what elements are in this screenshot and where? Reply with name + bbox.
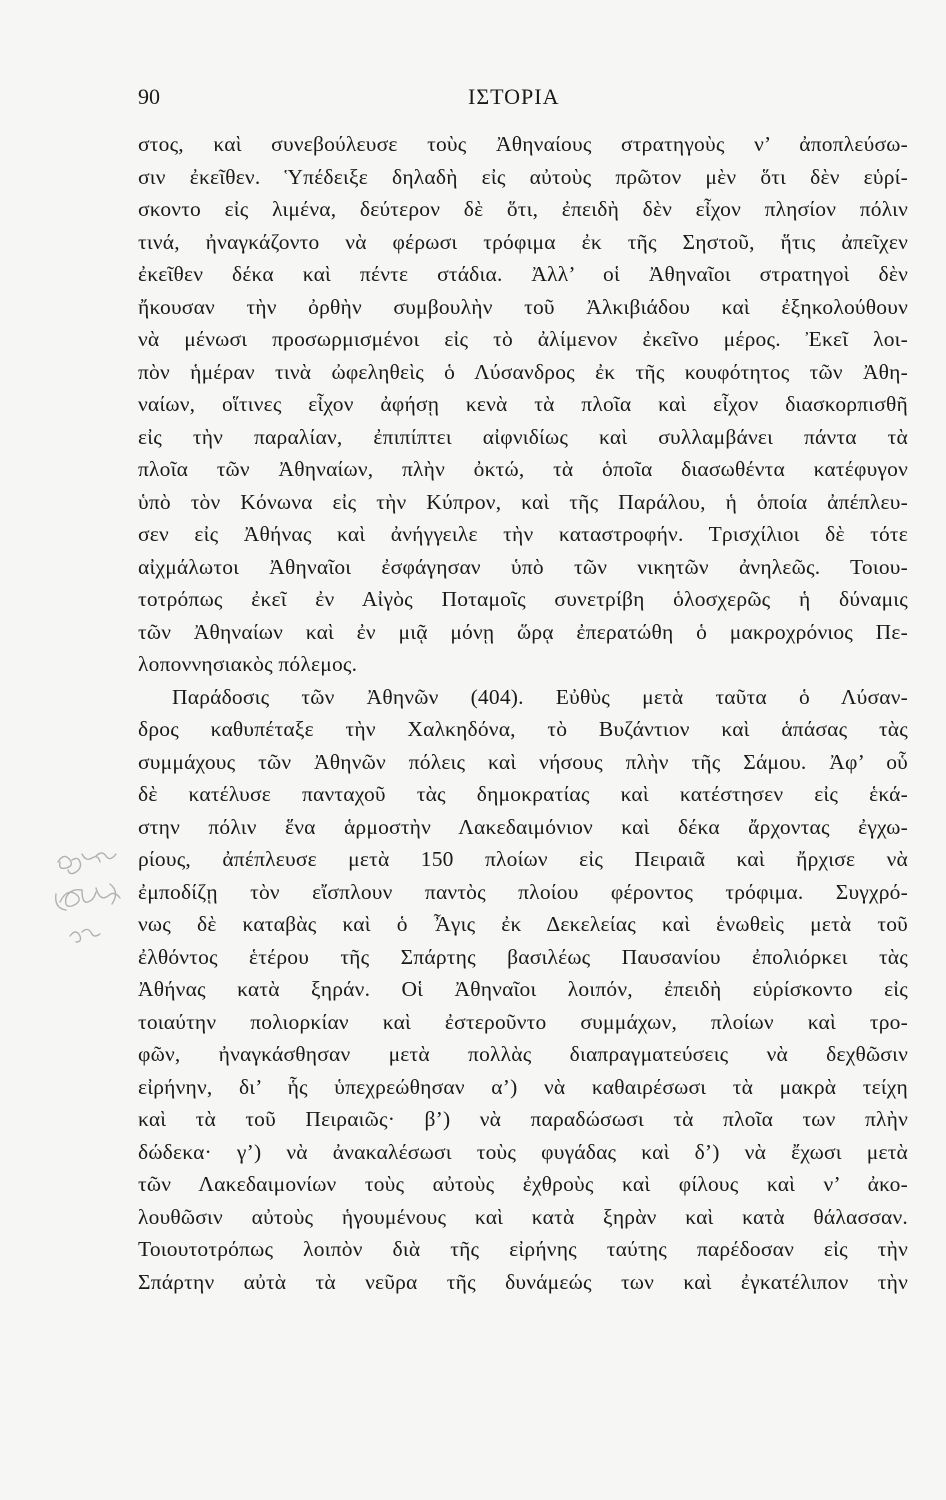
handwritten-annotation-icon bbox=[52, 838, 122, 958]
text-line: ἐμποδίζῃ τὸν εἴσπλουν παντὸς πλοίου φέροντος τρόφιμα. Συγχρό- bbox=[138, 879, 908, 904]
text-line: σεν εἰς Ἀθήνας καὶ ἀνήγγειλε τὴν καταστροφήν. Τρισχίλιοι δὲ τότε bbox=[138, 522, 908, 546]
text-line: δρος καθυπέταξε τὴν Χαλκηδόνα, τὸ Βυζάντιον καὶ ἁπάσας τὰς bbox=[138, 717, 908, 741]
text-line: καὶ τὰ τοῦ Πειραιῶς· β’) νὰ παραδώσωσι τὰ πλοῖα των πλὴν bbox=[138, 1107, 908, 1131]
text-line: Σπάρτην αὐτὰ τὰ νεῦρα τῆς δυνάμεώς των καὶ ἐγκατέλιπον τὴν bbox=[138, 1269, 908, 1294]
text-line: Τοιουτοτρόπως λοιπὸν διὰ τῆς εἰρήνης ταύτης παρέδοσαν εἰς τὴν bbox=[138, 1237, 908, 1261]
text-line: στος, καὶ συνεβούλευσε τοὺς Ἀθηναίους στρατηγοὺς ν’ ἀποπλεύσω- bbox=[138, 132, 908, 156]
text-line: τινά, ἠναγκάζοντο νὰ φέρωσι τρόφιμα ἐκ τῆς Σηστοῦ, ἥτις ἀπεῖχεν bbox=[138, 229, 908, 254]
text-line: ἤκουσαν τὴν ὀρθὴν συμβουλὴν τοῦ Ἀλκιβιάδου καὶ ἐξηκολούθουν bbox=[138, 294, 908, 319]
text-line: σκοντο εἰς λιμένα, δεύτερον δὲ ὅτι, ἐπειδὴ δὲν εἶχον πλησίον πόλιν bbox=[138, 197, 908, 221]
text-line: πλοῖα τῶν Ἀθηναίων, πλὴν ὀκτώ, τὰ ὁποῖα διασωθέντα κατέφυγον bbox=[138, 457, 908, 481]
text-line: ἐλθόντος ἑτέρου τῆς Σπάρτης βασιλέως Παυσανίου ἐπολιόρκει τὰς bbox=[138, 944, 908, 969]
page-number: 90 bbox=[138, 84, 160, 109]
text-line: εἰς τὴν παραλίαν, ἐπιπίπτει αἰφνιδίως καὶ συλλαμβάνει πάντα τὰ bbox=[138, 424, 908, 449]
text-line: νως δὲ καταβὰς καὶ ὁ Ἆγις ἐκ Δεκελείας καὶ ἑνωθεὶς μετὰ τοῦ bbox=[138, 912, 908, 936]
text-line: τοιαύτην πολιορκίαν καὶ ἐστεροῦντο συμμάχων, πλοίων καὶ τρο- bbox=[138, 1009, 908, 1034]
text-line: συμμάχους τῶν Ἀθηνῶν πόλεις καὶ νήσους πλὴν τῆς Σάμου. Ἀφ’ οὗ bbox=[138, 749, 908, 774]
text-line: τοτρόπως ἐκεῖ ἐν Αἰγὸς Ποταμοῖς συνετρίβη ὁλοσχερῶς ἡ δύναμις bbox=[138, 587, 908, 611]
text-line: νὰ μένωσι προσωρμισμένοι εἰς τὸ ἀλίμενον ἐκεῖνο μέρος. Ἐκεῖ λοι- bbox=[138, 327, 908, 351]
running-head: ΙΣΤΟΡΙΑ bbox=[468, 84, 560, 109]
text-line: αἰχμάλωτοι Ἀθηναῖοι ἐσφάγησαν ὑπὸ τῶν νικητῶν ἀνηλεῶς. Τοιου- bbox=[138, 554, 908, 579]
text-line: Ἀθήνας κατὰ ξηράν. Οἱ Ἀθηναῖοι λοιπόν, ἐπειδὴ εὑρίσκοντο εἰς bbox=[138, 977, 908, 1001]
text-line: πὸν ἡμέραν τινὰ ὠφεληθεὶς ὁ Λύσανδρος ἐκ τῆς κουφότητος τῶν Ἀθη- bbox=[138, 359, 908, 384]
page-header bbox=[138, 84, 908, 114]
text-line: Παράδοσις τῶν Ἀθηνῶν (404). Εὐθὺς μετὰ ταῦτα ὁ Λύσαν- bbox=[172, 684, 908, 709]
text-line: εἰρήνην, δι’ ἧς ὑπεχρεώθησαν α’) νὰ καθαιρέσωσι τὰ μακρὰ τείχη bbox=[138, 1074, 908, 1099]
body-text bbox=[138, 128, 908, 1298]
text-line: λουθῶσιν αὐτοὺς ἡγουμένους καὶ κατὰ ξηρὰν καὶ κατὰ θάλασσαν. bbox=[138, 1204, 908, 1229]
text-line: σιν ἐκεῖθεν. Ὑπέδειξε δηλαδὴ εἰς αὐτοὺς πρῶτον μὲν ὅτι δὲν εὑρί- bbox=[138, 164, 908, 189]
text-line: ἐκεῖθεν δέκα καὶ πέντε στάδια. Ἀλλ’ οἱ Ἀθηναῖοι στρατηγοὶ δὲν bbox=[138, 262, 908, 286]
text-line: δὲ κατέλυσε πανταχοῦ τὰς δημοκρατίας καὶ κατέστησεν εἰς ἑκά- bbox=[138, 782, 908, 806]
text-line: τῶν Λακεδαιμονίων τοὺς αὐτοὺς ἐχθροὺς καὶ φίλους καὶ ν’ ἀκο- bbox=[138, 1172, 908, 1196]
text-line: ρίους, ἀπέπλευσε μετὰ 150 πλοίων εἰς Πειραιᾶ καὶ ἤρχισε νὰ bbox=[138, 847, 908, 871]
text-line: ναίων, οἵτινες εἶχον ἀφήσῃ κενὰ τὰ πλοῖα καὶ εἶχον διασκορπισθῆ bbox=[138, 392, 908, 416]
text-line: στην πόλιν ἕνα ἁρμοστὴν Λακεδαιμόνιον καὶ δέκα ἄρχοντας ἐγχω- bbox=[138, 814, 908, 839]
text-line: ὑπὸ τὸν Κόνωνα εἰς τὴν Κύπρον, καὶ τῆς Παράλου, ἡ ὁποία ἀπέπλευ- bbox=[138, 489, 908, 514]
text-line: δώδεκα· γ’) νὰ ἀνακαλέσωσι τοὺς φυγάδας καὶ δ’) νὰ ἔχωσι μετὰ bbox=[138, 1139, 908, 1164]
text-line: λοποννησιακὸς πόλεμος. bbox=[138, 652, 358, 676]
text-line: τῶν Ἀθηναίων καὶ ἐν μιᾷ μόνῃ ὥρᾳ ἐπερατώθη ὁ μακροχρόνιος Πε- bbox=[138, 619, 908, 644]
text-line: φῶν, ἠναγκάσθησαν μετὰ πολλὰς διαπραγματεύσεις νὰ δεχθῶσιν bbox=[138, 1042, 908, 1066]
